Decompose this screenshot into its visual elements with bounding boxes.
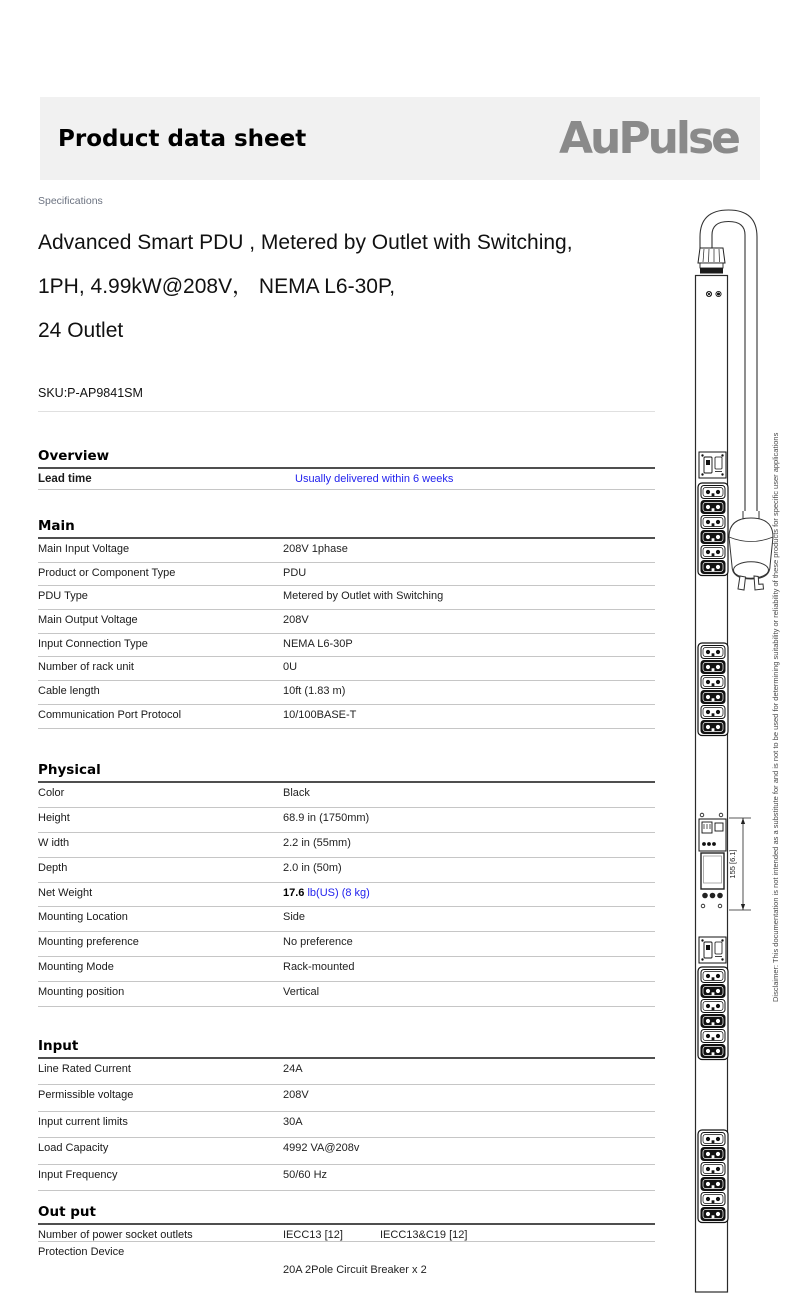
spec-value: 2.0 in (50m) <box>283 861 342 874</box>
spec-value: Side <box>283 911 306 924</box>
product-title <box>38 228 673 360</box>
spec-row <box>38 1242 655 1258</box>
outlet-group-1 <box>698 483 728 576</box>
spec-label: Number of power socket outlets <box>38 1229 193 1241</box>
spec-label: Number of rack unit <box>38 661 134 674</box>
lead-time-value: Usually delivered within 6 weeks <box>295 473 454 485</box>
spec-value: Vertical <box>283 986 320 999</box>
nema-plug-icon <box>729 511 773 590</box>
pdu-figure <box>685 205 780 1300</box>
section-output <box>38 1204 655 1276</box>
outlet-group-3 <box>698 967 728 1060</box>
spec-row <box>38 808 655 833</box>
product-title-line: 1PH, 4.99kW@208V， NEMA L6-30P, <box>38 275 396 298</box>
spec-label: Protection Device <box>38 1246 125 1258</box>
sku: SKU:P-AP9841SM <box>38 386 143 400</box>
spec-row <box>38 681 655 705</box>
spec-label: Mounting Mode <box>38 961 114 974</box>
section-heading: Out put <box>38 1204 655 1225</box>
spec-value: NEMA L6-30P <box>283 637 353 650</box>
spec-value: Rack-mounted <box>283 961 355 974</box>
spec-label: Height <box>38 811 70 824</box>
disclaimer-text: Disclaimer: This documentation is not intended as a substitute for and is not to be used for determining suitability or reliability of these products for specific user applications <box>771 432 780 1002</box>
divider <box>38 411 655 412</box>
spec-label: Mounting preference <box>38 936 139 949</box>
outlet-group-4 <box>698 1130 728 1223</box>
spec-row <box>38 883 655 908</box>
section-main <box>38 518 655 729</box>
spec-row <box>38 1085 655 1111</box>
spec-label: Depth <box>38 861 68 874</box>
spec-row <box>38 1138 655 1164</box>
spec-row <box>38 907 655 932</box>
spec-label: Lead time <box>38 473 92 485</box>
spec-value: 2.2 in (55mm) <box>283 836 351 849</box>
spec-label: Communication Port Protocol <box>38 708 182 721</box>
spec-value: 24A <box>283 1063 303 1075</box>
spec-label: PDU Type <box>38 590 88 603</box>
spec-value: 68.9 in (1750mm) <box>283 811 370 824</box>
spec-row <box>38 539 655 563</box>
spec-value: 208V 1phase <box>283 543 348 555</box>
spec-label: Permissible voltage <box>38 1089 134 1102</box>
spec-row <box>38 705 655 729</box>
spec-row <box>38 1059 655 1085</box>
spec-row <box>38 1165 655 1191</box>
spec-row <box>38 657 655 681</box>
network-module-icon <box>699 813 726 851</box>
outlet-count-c13: IECC13 [12] <box>283 1229 343 1241</box>
spec-label: W idth <box>38 836 70 849</box>
spec-label: Main Output Voltage <box>38 614 138 627</box>
spec-value: PDU <box>283 566 307 579</box>
spec-value: 10/100BASE-T <box>283 708 357 721</box>
display-button <box>710 893 716 899</box>
spec-row <box>38 1112 655 1138</box>
section-overview <box>38 448 655 490</box>
spec-label: Color <box>38 787 65 799</box>
spec-row <box>38 610 655 634</box>
outlet-count-c13-c19: IECC13&C19 [12] <box>379 1229 468 1241</box>
net-weight-number: 17.6 <box>283 886 305 899</box>
section-heading: Main <box>38 518 655 539</box>
section-physical <box>38 762 655 1007</box>
spec-label: Product or Component Type <box>38 566 176 579</box>
header-band <box>40 97 760 180</box>
protection-device-value: 20A 2Pole Circuit Breaker x 2 <box>283 1264 427 1276</box>
net-weight-value <box>283 887 655 899</box>
spec-value: No preference <box>283 936 353 949</box>
spec-value: 0U <box>283 661 298 674</box>
product-title-line: 24 Outlet <box>38 319 124 342</box>
spec-row <box>38 563 655 587</box>
section-heading: Overview <box>38 448 655 469</box>
section-heading: Physical <box>38 762 655 783</box>
spec-label: Mounting position <box>38 986 125 999</box>
section-heading: Input <box>38 1038 655 1059</box>
spec-row <box>38 858 655 883</box>
product-title-line: Advanced Smart PDU , Metered by Outlet with Switching, <box>38 231 573 254</box>
spec-label: Main Input Voltage <box>38 543 130 555</box>
spec-row <box>38 634 655 658</box>
net-weight-unit: lb(US) (8 kg) <box>307 886 370 899</box>
spec-label: Load Capacity <box>38 1142 109 1155</box>
spec-row <box>38 783 655 808</box>
spec-value: Metered by Outlet with Switching <box>283 590 444 603</box>
outlet-group-2 <box>698 643 728 736</box>
spec-label: Line Rated Current <box>38 1063 131 1075</box>
spec-value: 10ft (1.83 m) <box>283 685 346 698</box>
spec-row <box>38 833 655 858</box>
outlet-count-values <box>283 1229 655 1241</box>
display-button <box>717 893 723 899</box>
circuit-breaker-icon <box>699 452 726 478</box>
spec-row <box>38 982 655 1007</box>
spec-label: Net Weight <box>38 886 93 899</box>
cable-gland-icon <box>698 248 725 274</box>
spec-label: Mounting Location <box>38 911 128 924</box>
spec-label: Cable length <box>38 685 100 698</box>
spec-row <box>38 1225 655 1242</box>
spec-row <box>38 957 655 982</box>
spec-value: 208V <box>283 1089 309 1102</box>
spec-label: Input Frequency <box>38 1168 118 1181</box>
display-button <box>702 893 708 899</box>
spec-row <box>38 586 655 610</box>
spec-value: 208V <box>283 614 309 627</box>
spec-value: Black <box>283 787 310 799</box>
spec-row <box>38 932 655 957</box>
specifications-label: Specifications <box>38 195 103 207</box>
spec-value: 30A <box>283 1115 303 1128</box>
spec-row <box>38 469 655 490</box>
spec-label: Input current limits <box>38 1115 128 1128</box>
aupulse-logo: AuPulse <box>558 112 738 164</box>
circuit-breaker-icon <box>699 937 726 963</box>
dimension-label: 155 [6.1] <box>728 849 737 879</box>
spec-label: Input Connection Type <box>38 637 148 650</box>
section-input <box>38 1038 655 1191</box>
spec-value: 4992 VA@208v <box>283 1142 360 1155</box>
spec-value: 50/60 Hz <box>283 1168 328 1181</box>
page-title: Product data sheet <box>58 125 307 152</box>
